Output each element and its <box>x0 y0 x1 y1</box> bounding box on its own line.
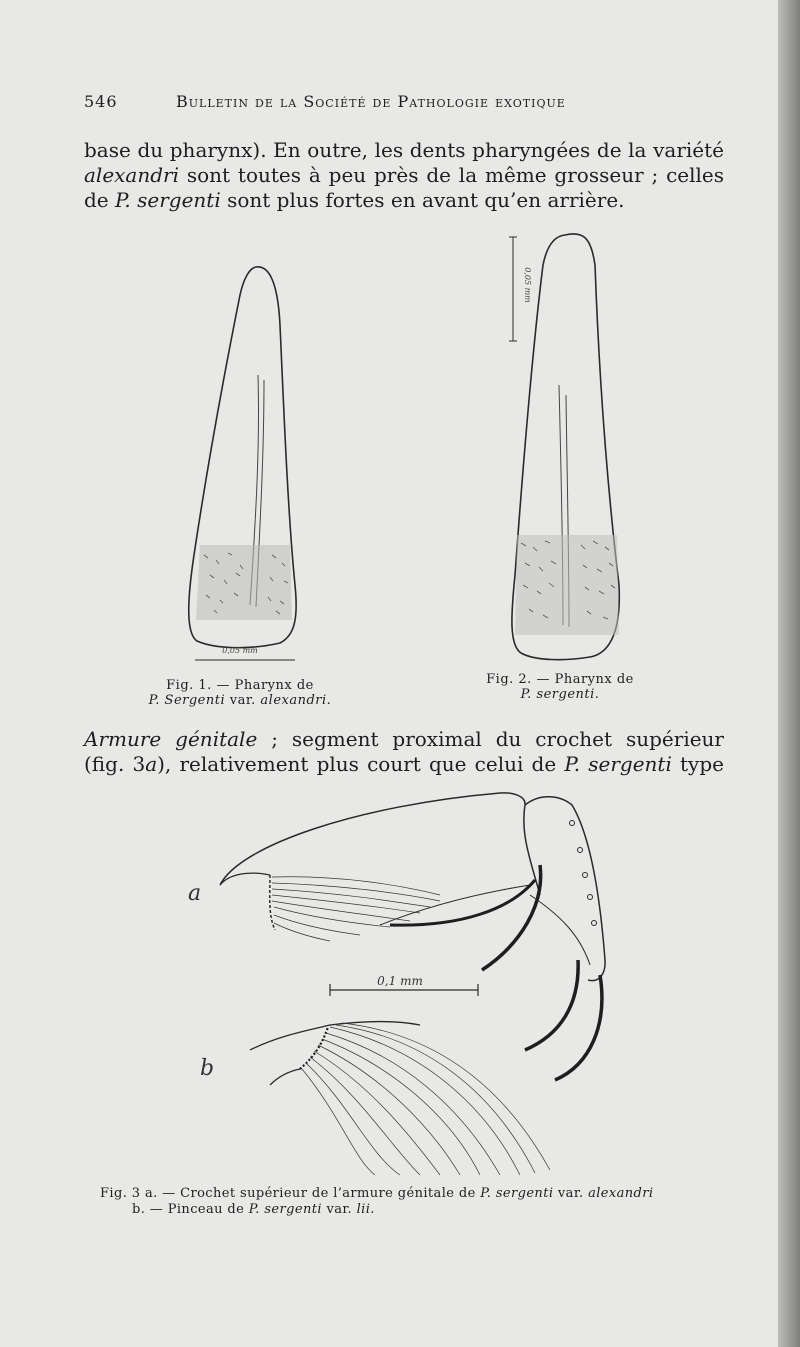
paragraph-line: (fig. 3a), relativement plus court que celui de P. sergenti type <box>84 752 724 776</box>
paragraph-armure <box>84 727 724 777</box>
figure-3-genitalia-drawing <box>160 775 630 1185</box>
section-term: Armure génitale <box>84 727 258 751</box>
paragraph-line: Armure génitale ; segment proximal du crochet supérieur <box>84 727 724 751</box>
species-name: P. sergenti <box>564 752 672 776</box>
figure-1-caption: Fig. 1. — Pharynx de P. Sergenti var. alexandri. <box>148 678 332 708</box>
paragraph-pharynx <box>84 138 724 213</box>
figure-3b-caption-line: b. — Pinceau de P. sergenti var. lii. <box>132 1202 375 1217</box>
figure-3-caption <box>100 1186 740 1218</box>
paragraph-line: alexandri sont toutes à peu près de la même grosseur ; celles <box>84 163 724 187</box>
scale-bar-label: 0,05 mm <box>523 267 532 303</box>
page-number: 546 <box>84 92 118 111</box>
species-name: P. sergenti <box>115 188 221 212</box>
figure-2-pharynx-drawing <box>495 225 635 665</box>
paragraph-line: de P. sergenti sont plus fortes en avant qu’en arrière. <box>84 188 625 212</box>
figure-2-caption: Fig. 2. — Pharynx de P. sergenti. <box>486 672 634 702</box>
scale-bar-label: 0,05 mm <box>222 646 258 655</box>
journal-title: Bulletin de la Société de Pathologie exotique <box>176 92 566 111</box>
figure-3a-caption-line: Fig. 3 a. — Crochet supérieur de l’armure génitale de P. sergenti var. alexandri <box>100 1186 654 1201</box>
figure-3b-label: b <box>200 1056 215 1081</box>
figure-3a-label: a <box>188 881 202 906</box>
running-head <box>84 92 724 116</box>
paragraph-line: base du pharynx). En outre, les dents pharyngées de la variété <box>84 138 724 162</box>
figure-1-pharynx-drawing <box>170 255 320 675</box>
book-spine-shadow <box>778 0 800 1347</box>
species-name: alexandri <box>84 163 179 187</box>
figure-3-scale-label: 0,1 mm <box>377 974 423 988</box>
